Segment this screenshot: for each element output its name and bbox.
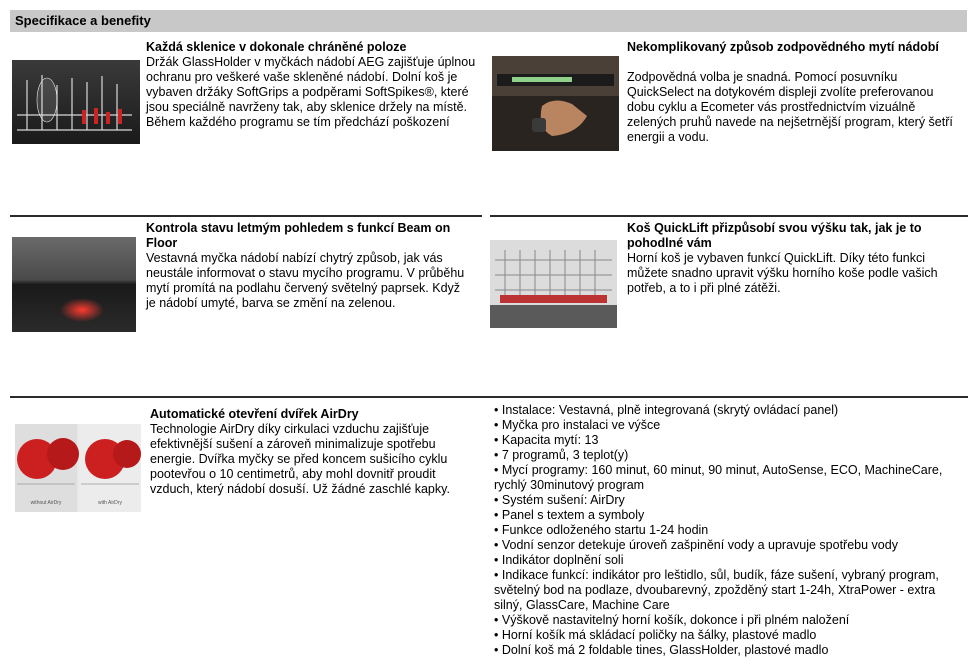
airdry-image (15, 424, 141, 512)
spec-item: • 7 programů, 3 teplot(y) (494, 448, 964, 463)
spec-item: • Horní košík má skládací poličky na šálky, plastové madlo (494, 628, 964, 643)
quickselect-image (492, 56, 619, 151)
spec-item: • Indikátor doplnění soli (494, 553, 964, 568)
feature-airdry-title: Automatické otevření dvířek AirDry (150, 407, 359, 421)
spec-item: • Funkce odloženého startu 1-24 hodin (494, 523, 964, 538)
quicklift-image (490, 240, 617, 328)
spec-list (494, 403, 964, 658)
spec-item: • Kapacita mytí: 13 (494, 433, 964, 448)
feature-beam-text: Vestavná myčka nádobí nabízí chytrý způsob, jak vás neustále informovat o stavu mycího programu. V průběhu mytí promítá na podlahu červený světelný paprsek. Když je nádobí umyté, barva se změní na zelenou. (146, 251, 465, 310)
glassholder-image (12, 60, 140, 144)
feature-quicklift-title: Koš QuickLift přizpůsobí svou výšku tak, jak je to pohodlné vám (627, 221, 922, 250)
spec-item: • Indikace funkcí: indikátor pro leštidlo, sůl, budík, fáze sušení, vybraný program, světelný bod na podlaze, dvoubarevný, zpožděný start 1-24h, XtraPower - extra silný, GlassCare, Machine Care (494, 568, 964, 613)
divider-row3 (10, 396, 968, 398)
divider-row2-left (10, 215, 482, 217)
spec-item: • Vodní senzor detekuje úroveň zašpinění vody a upravuje spotřebu vody (494, 538, 964, 553)
airdry-caption-right: with AirDry (98, 500, 122, 506)
feature-quicklift-text: Horní koš je vybaven funkcí QuickLift. Díky této funkci můžete snadno upravit výšku horního koše podle vašich potřeb, a to i při plné zátěži. (627, 251, 938, 295)
section-title: Specifikace a benefity (15, 13, 151, 28)
feature-quickselect-title: Nekomplikovaný způsob zodpovědného mytí nádobí (627, 40, 939, 54)
spec-item: • Výškově nastavitelný horní košík, dokonce i při plném naložení (494, 613, 964, 628)
divider-row2-right (490, 215, 968, 217)
spec-item: • Mycí programy: 160 minut, 60 minut, 90 minut, AutoSense, ECO, MachineCare, rychlý 30minutový program (494, 463, 964, 493)
airdry-caption-left: without AirDry (30, 500, 62, 506)
spec-item: • Systém sušení: AirDry (494, 493, 964, 508)
feature-airdry-text: Technologie AirDry díky cirkulaci vzduchu zajišťuje efektivnější sušení a zároveň minimalizuje spotřebu energie. Dvířka myčky se před koncem sušicího cyklu pootevřou o 10 centimetrů, aby mohl dovnitř proudit vzduch, který nádobí dosuší. Už žádné zaschlé kapky. (150, 422, 450, 496)
beam-on-floor-image (12, 237, 136, 332)
feature-glassholder-text: Držák GlassHolder v myčkách nádobí AEG zajišťuje úplnou ochranu pro veškeré vaše skleněné nádobí. Dolní koš je vybaven držáky SoftGrips a podpěrami SoftSpikes®, které jsou speciálně navrženy tak, aby sklenice držely na místě. Během každého programu se tím předchází poškození (146, 55, 476, 129)
feature-beam-title: Kontrola stavu letmým pohledem s funkcí Beam on Floor (146, 221, 451, 250)
feature-quickselect-text: Zodpovědná volba je snadná. Pomocí posuvníku QuickSelect na dotykovém displeji zvolíte preferovanou dobu cyklu a Ecometer vás prostřednictvím vizuálně zelených pruhů navede na nejšetrnější program, který šetří energii a vodu. (627, 70, 953, 144)
spec-item: • Panel s textem a symboly (494, 508, 964, 523)
section-header (10, 10, 967, 32)
spec-item: • Myčka pro instalaci ve výšce (494, 418, 964, 433)
spec-item: • Instalace: Vestavná, plně integrovaná (skrytý ovládací panel) (494, 403, 964, 418)
feature-glassholder-title: Každá sklenice v dokonale chráněné poloze (146, 40, 407, 54)
spec-item: • Dolní koš má 2 foldable tines, GlassHolder, plastové madlo (494, 643, 964, 658)
